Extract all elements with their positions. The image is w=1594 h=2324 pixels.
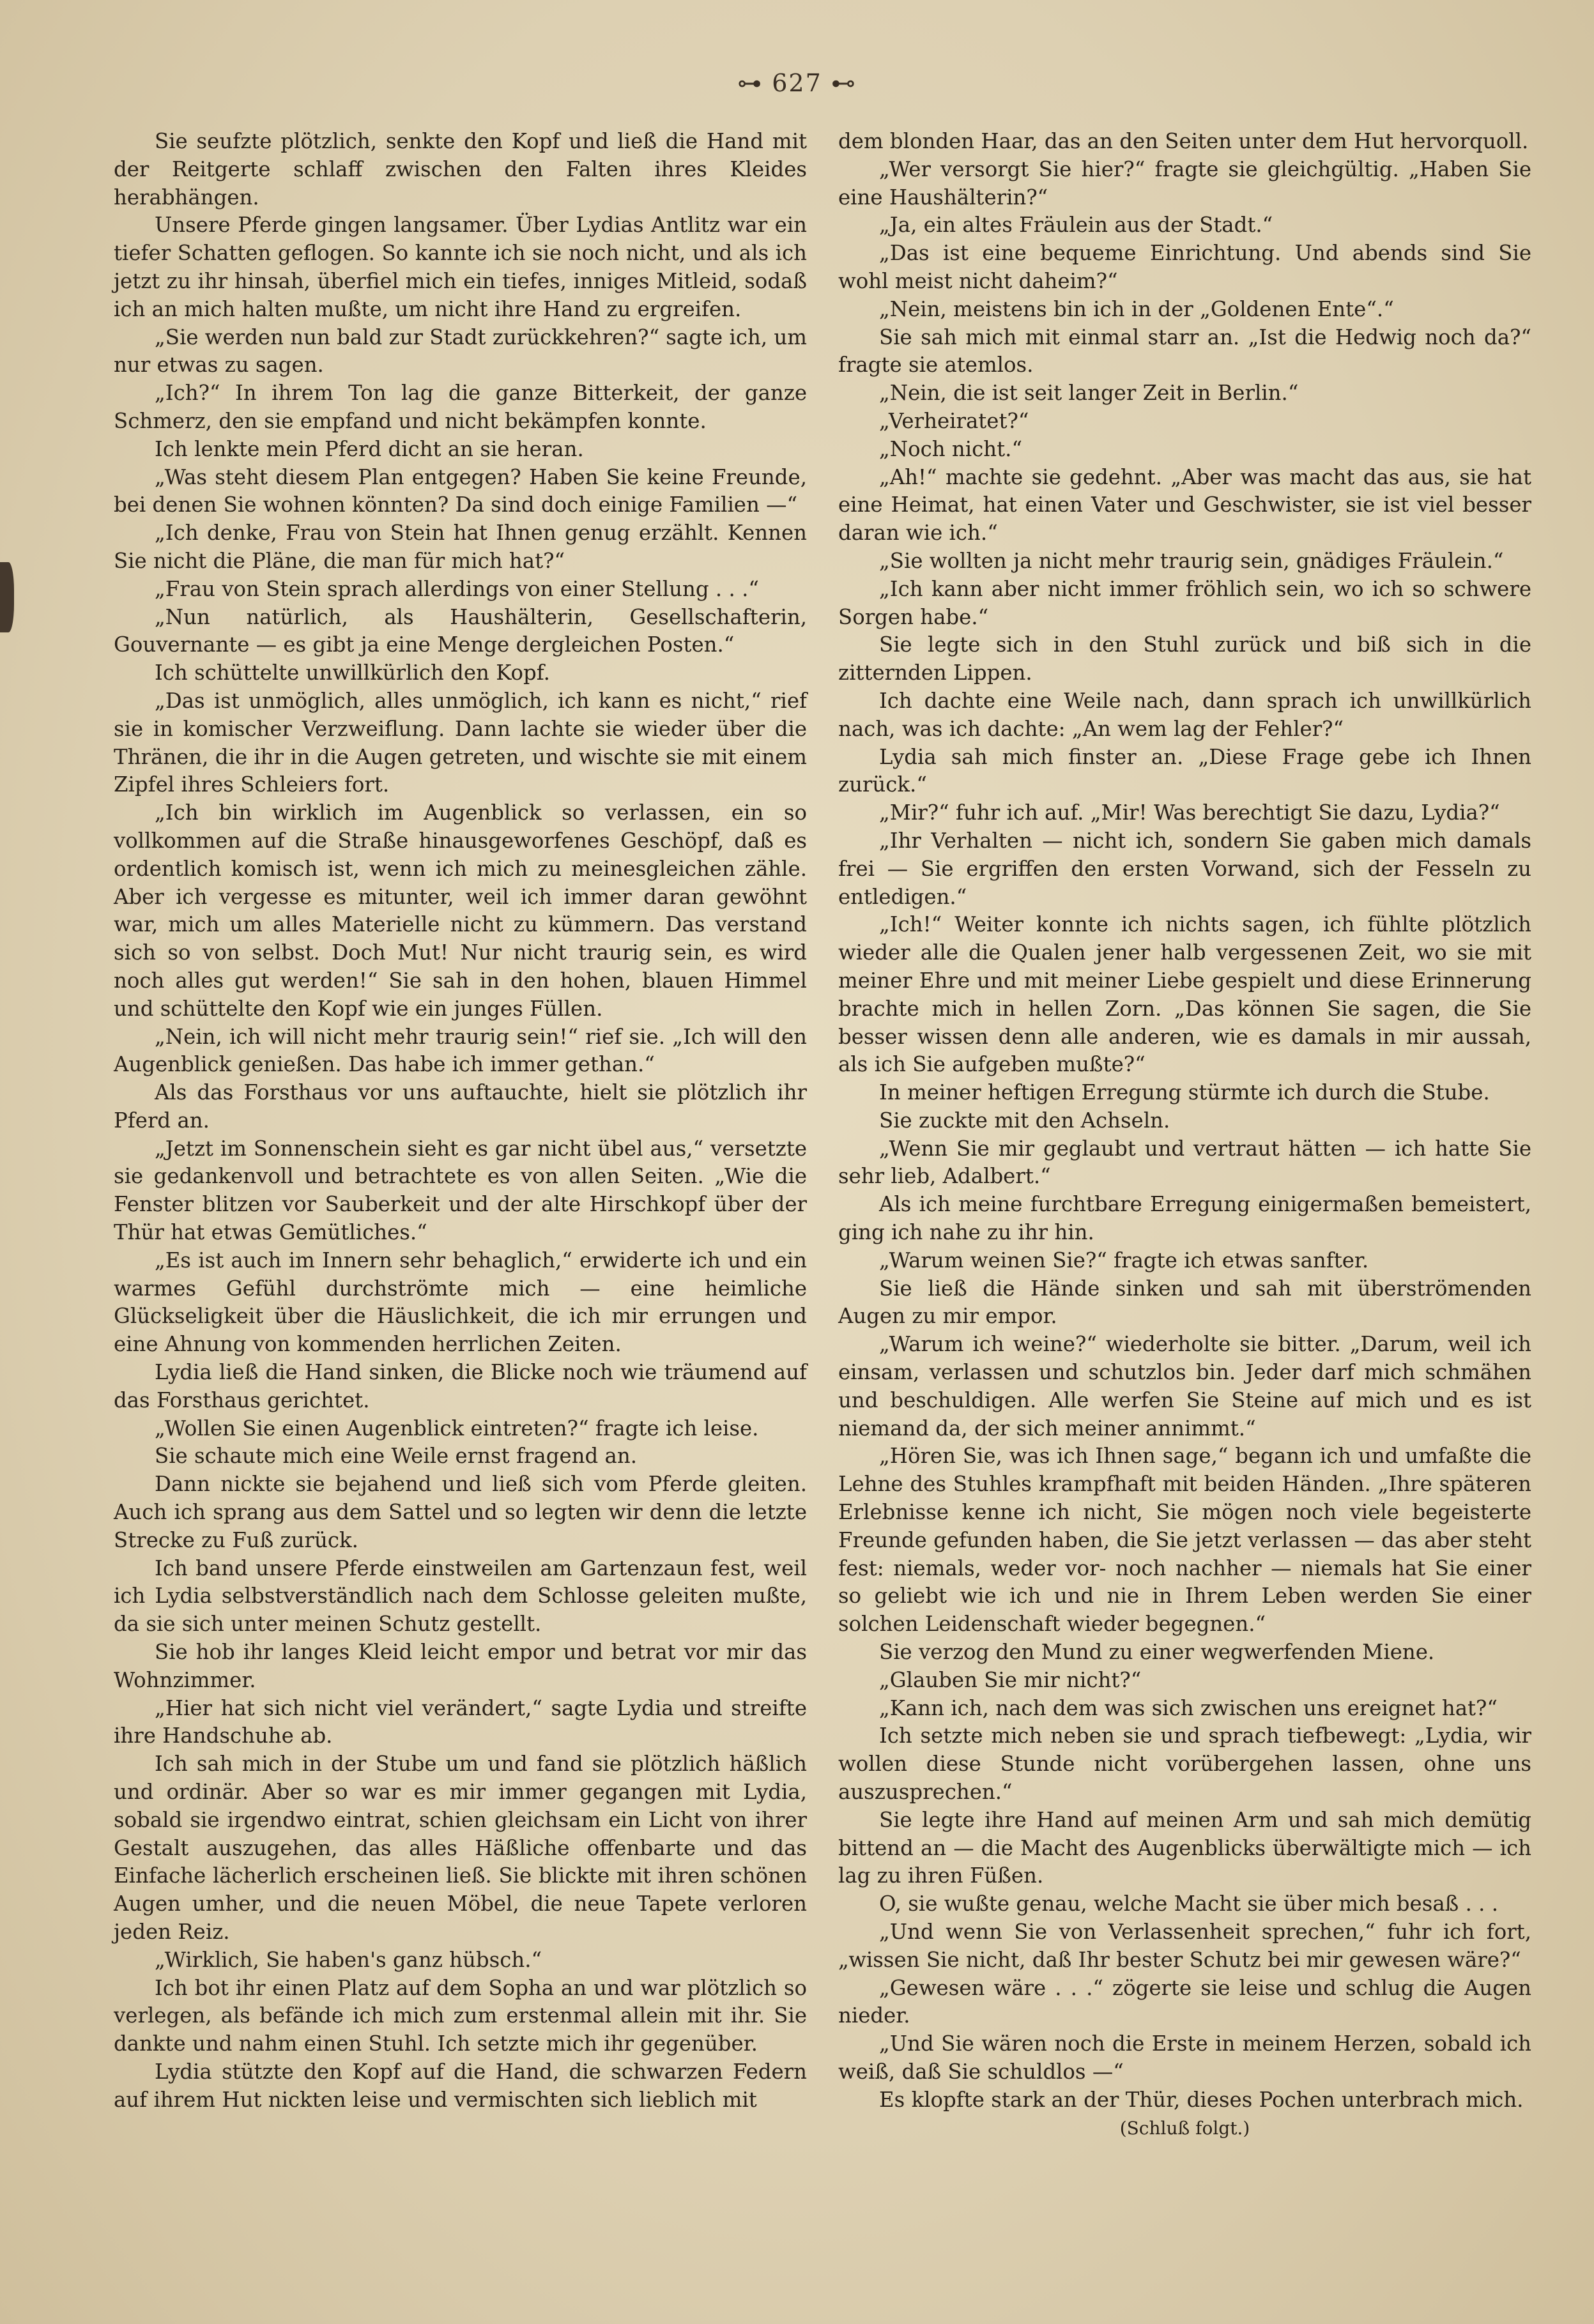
paragraph: „Das ist unmöglich, alles unmöglich, ich kann es nicht,“ rief sie in komischer Verzweiflung. Dann lachte sie wieder über die Thränen, die ihr in die Augen getreten, und wischte sie mit einem Zipfel ihres Schleiers fort. — [114, 688, 807, 797]
paragraph: „Ich bin wirklich im Augenblick so verlassen, ein so vollkommen auf die Straße hinausgeworfenes Geschöpf, daß es ordentlich komisch ist, wenn ich mich zu meinesgleichen zähle. Aber ich vergesse es mitunter, weil ich immer daran gewöhnt war, mich um alles Materielle nicht zu kümmern. Das verstand sich so von selbst. Doch Mut! Nur nicht traurig sein, es wird noch alles gut werden!“ Sie sah in den hohen, blauen Himmel und schüttelte den Kopf wie ein junges Füllen. — [114, 800, 807, 1021]
paragraph: „Wer versorgt Sie hier?“ fragte sie gleichgültig. „Haben Sie eine Haushälterin?“ — [838, 157, 1531, 210]
paragraph: Ich bot ihr einen Platz auf dem Sopha an und war plötzlich so verlegen, als befände ich mich zum erstenmal allein mit ihr. Sie dankte und nahm einen Stuhl. Ich setzte mich ihr gegenüber. — [114, 1975, 807, 2056]
paragraph: Ich lenkte mein Pferd dicht an sie heran. — [155, 436, 584, 461]
paragraph: „Wirklich, Sie haben's ganz hübsch.“ — [155, 1947, 542, 1972]
paragraph: „Jetzt im Sonnenschein sieht es gar nicht übel aus,“ versetzte sie gedankenvoll und betrachtete es von allen Seiten. „Wie die Fenster blitzen vor Sauberkeit und der alte Hirschkopf über der Thür hat etwas Gemütliches.“ — [114, 1136, 807, 1245]
paragraph: Lydia sah mich finster an. „Diese Frage gebe ich Ihnen zurück.“ — [838, 744, 1531, 797]
paragraph: „Gewesen wäre . . .“ zögerte sie leise und schlug die Augen nieder. — [838, 1975, 1531, 2028]
continuation-note: (Schluß folgt.) — [1119, 2117, 1250, 2139]
paragraph: „Frau von Stein sprach allerdings von einer Stellung . . .“ — [155, 576, 759, 601]
page-number: ⊶ 627 ⊷ — [737, 69, 857, 97]
paragraph: Sie sah mich mit einmal starr an. „Ist die Hedwig noch da?“ fragte sie atemlos. — [838, 325, 1531, 378]
paragraph: Als ich meine furchtbare Erregung einigermaßen bemeistert, ging ich nahe zu ihr hin. — [838, 1192, 1531, 1245]
paragraph: „Wollen Sie einen Augenblick eintreten?“ fragte ich leise. — [155, 1416, 759, 1441]
paragraph: Als das Forsthaus vor uns auftauchte, hielt sie plötzlich ihr Pferd an. — [114, 1080, 807, 1133]
paragraph: „Glauben Sie mir nicht?“ — [879, 1667, 1142, 1692]
paragraph: „Und Sie wären noch die Erste in meinem Herzen, sobald ich weiß, daß Sie schuldlos —“ — [838, 2031, 1531, 2084]
paragraph: Sie verzog den Mund zu einer wegwerfenden Miene. — [879, 1640, 1435, 1665]
paragraph: „Kann ich, nach dem was sich zwischen uns ereignet hat?“ — [879, 1695, 1498, 1720]
left-column — [114, 128, 807, 2114]
paragraph: „Das ist eine bequeme Einrichtung. Und abends sind Sie wohl meist nicht daheim?“ — [838, 241, 1531, 293]
paragraph: Sie seufzte plötzlich, senkte den Kopf und ließ die Hand mit der Reitgerte schlaff zwischen den Falten ihres Kleides herabhängen. — [114, 129, 807, 210]
paragraph: Ich dachte eine Weile nach, dann sprach ich unwillkürlich nach, was ich dachte: „An wem lag der Fehler?“ — [838, 688, 1531, 741]
paragraph: Ich schüttelte unwillkürlich den Kopf. — [155, 661, 550, 685]
ink-smudge — [0, 562, 14, 632]
paragraph: „Sie wollten ja nicht mehr traurig sein, gnädiges Fräulein.“ — [879, 548, 1504, 573]
paragraph: Sie hob ihr langes Kleid leicht empor und betrat vor mir das Wohnzimmer. — [114, 1640, 807, 1692]
paragraph: „Ich?“ In ihrem Ton lag die ganze Bitterkeit, der ganze Schmerz, den sie empfand und nicht bekämpfen konnte. — [114, 381, 807, 433]
paragraph: „Nein, ich will nicht mehr traurig sein!“ rief sie. „Ich will den Augenblick genießen. Das habe ich immer gethan.“ — [114, 1024, 807, 1077]
paragraph: „Hören Sie, was ich Ihnen sage,“ begann ich und umfaßte die Lehne des Stuhles krampfhaft mit beiden Händen. „Ihre späteren Erlebnisse kenne ich nicht, Sie mögen noch viele begeisterte Freunde gefunden haben, die Sie jetzt verlassen — das aber steht fest: niemals, weder vor- noch nachher — niemals hat Sie einer so geliebt wie ich und nie in Ihrem Leben werden Sie einer solchen Leidenschaft wieder begegnen.“ — [838, 1444, 1531, 1637]
paragraph: Lydia stützte den Kopf auf die Hand, die schwarzen Federn auf ihrem Hut nickten leise und vermischten sich lieblich mit — [114, 2059, 807, 2112]
paragraph: „Ich!“ Weiter konnte ich nichts sagen, ich fühlte plötzlich wieder alle die Qualen jener halb vergessenen Zeit, wo sie mit meiner Ehre und mit meiner Liebe gespielt und diese Erinnerung brachte mich in hellen Zorn. „Das können Sie sagen, die Sie besser wissen denn alle anderen, wie es damals in mir aussah, als ich Sie aufgeben mußte?“ — [838, 912, 1531, 1077]
paragraph: „Nun natürlich, als Haushälterin, Gesellschafterin, Gouvernante — es gibt ja eine Menge dergleichen Posten.“ — [114, 604, 807, 657]
paragraph: „Nein, die ist seit langer Zeit in Berlin.“ — [879, 381, 1299, 406]
paragraph: Sie ließ die Hände sinken und sah mit überströmenden Augen zu mir empor. — [838, 1276, 1531, 1329]
paragraph: In meiner heftigen Erregung stürmte ich durch die Stube. — [879, 1080, 1490, 1105]
paragraph: Es klopfte stark an der Thür, dieses Pochen unterbrach mich. — [879, 2087, 1524, 2112]
paragraph: „Was steht diesem Plan entgegen? Haben Sie keine Freunde, bei denen Sie wohnen könnten? Da sind doch einige Familien —“ — [114, 464, 807, 517]
paragraph: Sie legte ihre Hand auf meinen Arm und sah mich demütig bittend an — die Macht des Augenblicks überwältigte mich — ich lag zu ihren Füßen. — [838, 1807, 1531, 1888]
paragraph: Unsere Pferde gingen langsamer. Über Lydias Antlitz war ein tiefer Schatten geflogen. So kannte ich sie noch nicht, und als ich jetzt zu ihr hinsah, überfiel mich ein tiefes, inniges Mitleid, sodaß ich an mich halten mußte, um nicht ihre Hand zu ergreifen. — [114, 213, 807, 321]
paragraph: Sie legte sich in den Stuhl zurück und biß sich in die zitternden Lippen. — [838, 632, 1531, 685]
paragraph: „Hier hat sich nicht viel verändert,“ sagte Lydia und streifte ihre Handschuhe ab. — [114, 1695, 807, 1748]
paragraph: Sie zuckte mit den Achseln. — [879, 1108, 1170, 1133]
paragraph: „Wenn Sie mir geglaubt und vertraut hätten — ich hatte Sie sehr lieb, Adalbert.“ — [838, 1136, 1531, 1189]
paragraph: „Sie werden nun bald zur Stadt zurückkehren?“ sagte ich, um nur etwas zu sagen. — [114, 325, 807, 378]
paragraph: Ich sah mich in der Stube um und fand sie plötzlich häßlich und ordinär. Aber so war es mir immer gegangen mit Lydia, sobald sie irgendwo eintrat, schien gleichsam ein Licht von ihrer Gestalt auszugehen, das alles Häßliche offenbarte und das Einfache lächerlich erscheinen ließ. Sie blickte mit ihren schönen Augen umher, und die neuen Möbel, die neue Tapete verloren jeden Reiz. — [114, 1752, 807, 1944]
paragraph: Ich band unsere Pferde einstweilen am Gartenzaun fest, weil ich Lydia selbstverständlich nach dem Schlosse geleiten mußte, da sie sich unter meinen Schutz gestellt. — [114, 1556, 807, 1637]
paragraph: „Warum ich weine?“ wiederholte sie bitter. „Darum, weil ich einsam, verlassen und schutzlos bin. Jeder darf mich schmähen und beschuldigen. Alle werfen Sie Steine auf mich und es ist niemand da, der sich meiner annimmt.“ — [838, 1332, 1531, 1441]
paragraph: „Es ist auch im Innern sehr behaglich,“ erwiderte ich und ein warmes Gefühl durchströmte mich — eine heimliche Glückseligkeit über die Häuslichkeit, die ich mir errungen und eine Ahnung von kommenden herrlichen Zeiten. — [114, 1248, 807, 1357]
right-column — [838, 128, 1531, 2142]
paragraph: O, sie wußte genau, welche Macht sie über mich besaß . . . — [879, 1892, 1499, 1916]
paragraph: „Verheiratet?“ — [879, 408, 1029, 433]
paragraph: „Ja, ein altes Fräulein aus der Stadt.“ — [879, 213, 1273, 238]
paragraph: dem blonden Haar, das an den Seiten unter dem Hut hervorquoll. — [838, 129, 1529, 153]
paragraph: Lydia ließ die Hand sinken, die Blicke noch wie träumend auf das Forsthaus gerichtet. — [114, 1360, 807, 1412]
paragraph: „Mir?“ fuhr ich auf. „Mir! Was berechtigt Sie dazu, Lydia?“ — [879, 800, 1500, 825]
paragraph: „Ich kann aber nicht immer fröhlich sein, wo ich so schwere Sorgen habe.“ — [838, 576, 1531, 629]
paragraph: „Warum weinen Sie?“ fragte ich etwas sanfter. — [879, 1248, 1369, 1273]
paragraph: „Und wenn Sie von Verlassenheit sprechen,“ fuhr ich fort, „wissen Sie nicht, daß Ihr bester Schutz bei mir gewesen wäre?“ — [838, 1920, 1531, 1972]
paragraph: „Ihr Verhalten — nicht ich, sondern Sie gaben mich damals frei — Sie ergriffen den ersten Vorwand, sich der Fesseln zu entledigen.“ — [838, 828, 1531, 909]
paragraph: Dann nickte sie bejahend und ließ sich vom Pferde gleiten. Auch ich sprang aus dem Sattel und so legten wir denn die letzte Strecke zu Fuß zurück. — [114, 1472, 807, 1552]
paragraph: Sie schaute mich eine Weile ernst fragend an. — [155, 1444, 638, 1469]
paragraph: „Noch nicht.“ — [879, 436, 1023, 461]
paragraph: „Ah!“ machte sie gedehnt. „Aber was macht das aus, sie hat eine Heimat, hat einen Vater und Geschwister, sie ist viel besser daran wie ich.“ — [838, 464, 1531, 546]
paragraph: Ich setzte mich neben sie und sprach tiefbewegt: „Lydia, wir wollen diese Stunde nicht vorübergehen lassen, ohne uns auszusprechen.“ — [838, 1724, 1531, 1805]
paragraph: „Ich denke, Frau von Stein hat Ihnen genug erzählt. Kennen Sie nicht die Pläne, die man für mich hat?“ — [114, 521, 807, 573]
paragraph: „Nein, meistens bin ich in der „Goldenen Ente“.“ — [879, 296, 1394, 321]
